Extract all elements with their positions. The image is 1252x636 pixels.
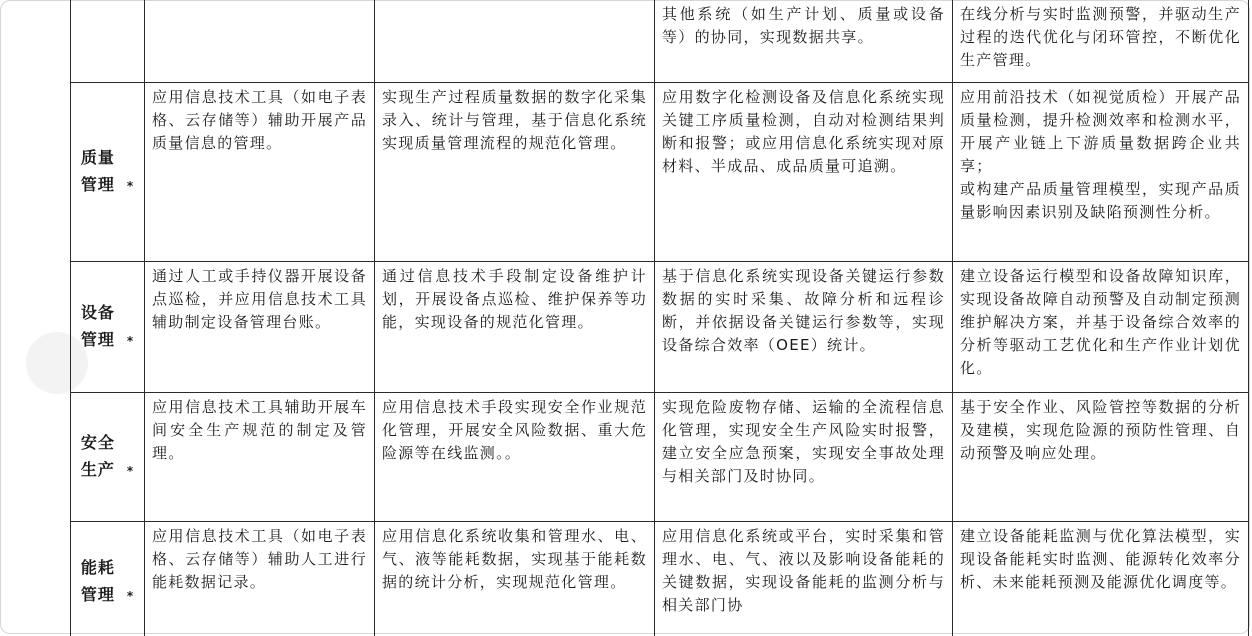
level-3-cell: 实现危险废物存储、运输的全流程信息化管理，实现安全生产风险实时报警，建立安全应急预案，实现安全事故处理与相关部门及时协同。 [655,393,953,522]
table-row [71,262,1249,393]
dimension-cell [71,83,145,262]
required-marker: * [126,334,135,348]
level-3-cell: 其他系统（如生产计划、质量或设备等）的协同，实现数据共享。 [655,0,953,83]
table-row [71,83,1249,262]
level-4-cell [953,522,1249,636]
level-4-cell [953,83,1249,262]
required-marker: * [126,464,135,478]
level-1-cell: 应用信息技术工具（如电子表格、云存储等）辅助人工进行能耗数据记录。 [145,522,375,636]
dimension-cell [71,0,145,83]
level-3-cell: 基于信息化系统实现设备关键运行参数数据的实时采集、故障分析和远程诊断，并依据设备关键运行参数等，实现设备综合效率（OEE）统计。 [655,262,953,393]
level-1-cell: 应用信息技术工具辅助开展车间安全生产规范的制定及管理。 [145,393,375,522]
table-row [71,522,1249,636]
table-row [71,393,1249,522]
dimension-label: 能耗管理 [80,557,115,604]
dimension-cell [71,393,145,522]
table-row [71,0,1249,83]
level-1-cell: 通过人工或手持仪器开展设备点巡检，并应用信息技术工具辅助制定设备管理台账。 [145,262,375,393]
dimension-cell [71,262,145,393]
level-4-text: 在线分析与实时监测预警，并驱动生产过程的迭代优化与闭环管控，不断优化生产管理。 [960,5,1241,69]
required-marker: * [126,588,135,603]
level-4-cell [953,262,1249,393]
level-2-cell: 应用信息化系统收集和管理水、电、气、液等能耗数据，实现基于能耗数据的统计分析，实现规范化管理。 [375,522,655,636]
maturity-table [70,0,1249,636]
level-4-text-alt: 或构建产品质量管理模型，实现产品质量影响因素识别及缺陷预测性分析。 [960,180,1241,221]
level-4-cell [953,393,1249,522]
level-2-cell [375,0,655,83]
dimension-label: 设备管理 [80,303,115,349]
level-2-cell: 实现生产过程质量数据的数字化采集录入、统计与管理，基于信息化系统实现质量管理流程的规范化管理。 [375,83,655,262]
dimension-cell [71,522,145,636]
level-4-text: 基于安全作业、风险管控等数据的分析及建模，实现危险源的预防性管理、自动预警及响应处理。 [960,398,1241,462]
level-2-cell: 通过信息技术手段制定设备维护计划，开展设备点巡检、维护保养等功能，实现设备的规范化管理。 [375,262,655,393]
level-1-cell [145,0,375,83]
level-4-text: 建立设备能耗监测与优化算法模型，实现设备能耗实时监测、能源转化效率分析、未来能耗预测及能源优化调度等。 [960,527,1241,591]
level-2-cell: 应用信息技术手段实现安全作业规范化管理，开展安全风险数据、重大危险源等在线监测。。 [375,393,655,522]
dimension-label: 质量管理 [80,148,115,194]
level-3-cell: 应用信息化系统或平台，实时采集和管理水、电、气、液以及影响设备能耗的关键数据，实现设备能耗的监测分析与相关部门协 [655,522,953,636]
level-4-cell [953,0,1249,83]
required-marker: * [126,179,135,193]
level-4-text: 建立设备运行模型和设备故障知识库，实现设备故障自动预警及自动制定预测维护解决方案，并基于设备综合效率的分析等驱动工艺优化和生产作业计划优化。 [960,267,1241,377]
level-4-text: 应用前沿技术（如视觉质检）开展产品质量检测，提升检测效率和检测水平，开展产业链上下游质量数据跨企业共享； [960,88,1241,175]
level-1-cell: 应用信息技术工具（如电子表格、云存储等）辅助开展产品质量信息的管理。 [145,83,375,262]
level-3-cell: 应用数字化检测设备及信息化系统实现关键工序质量检测，自动对检测结果判断和报警；或应用信息化系统实现对原材料、半成品、成品质量可追溯。 [655,83,953,262]
dimension-label: 安全生产 [80,433,115,479]
